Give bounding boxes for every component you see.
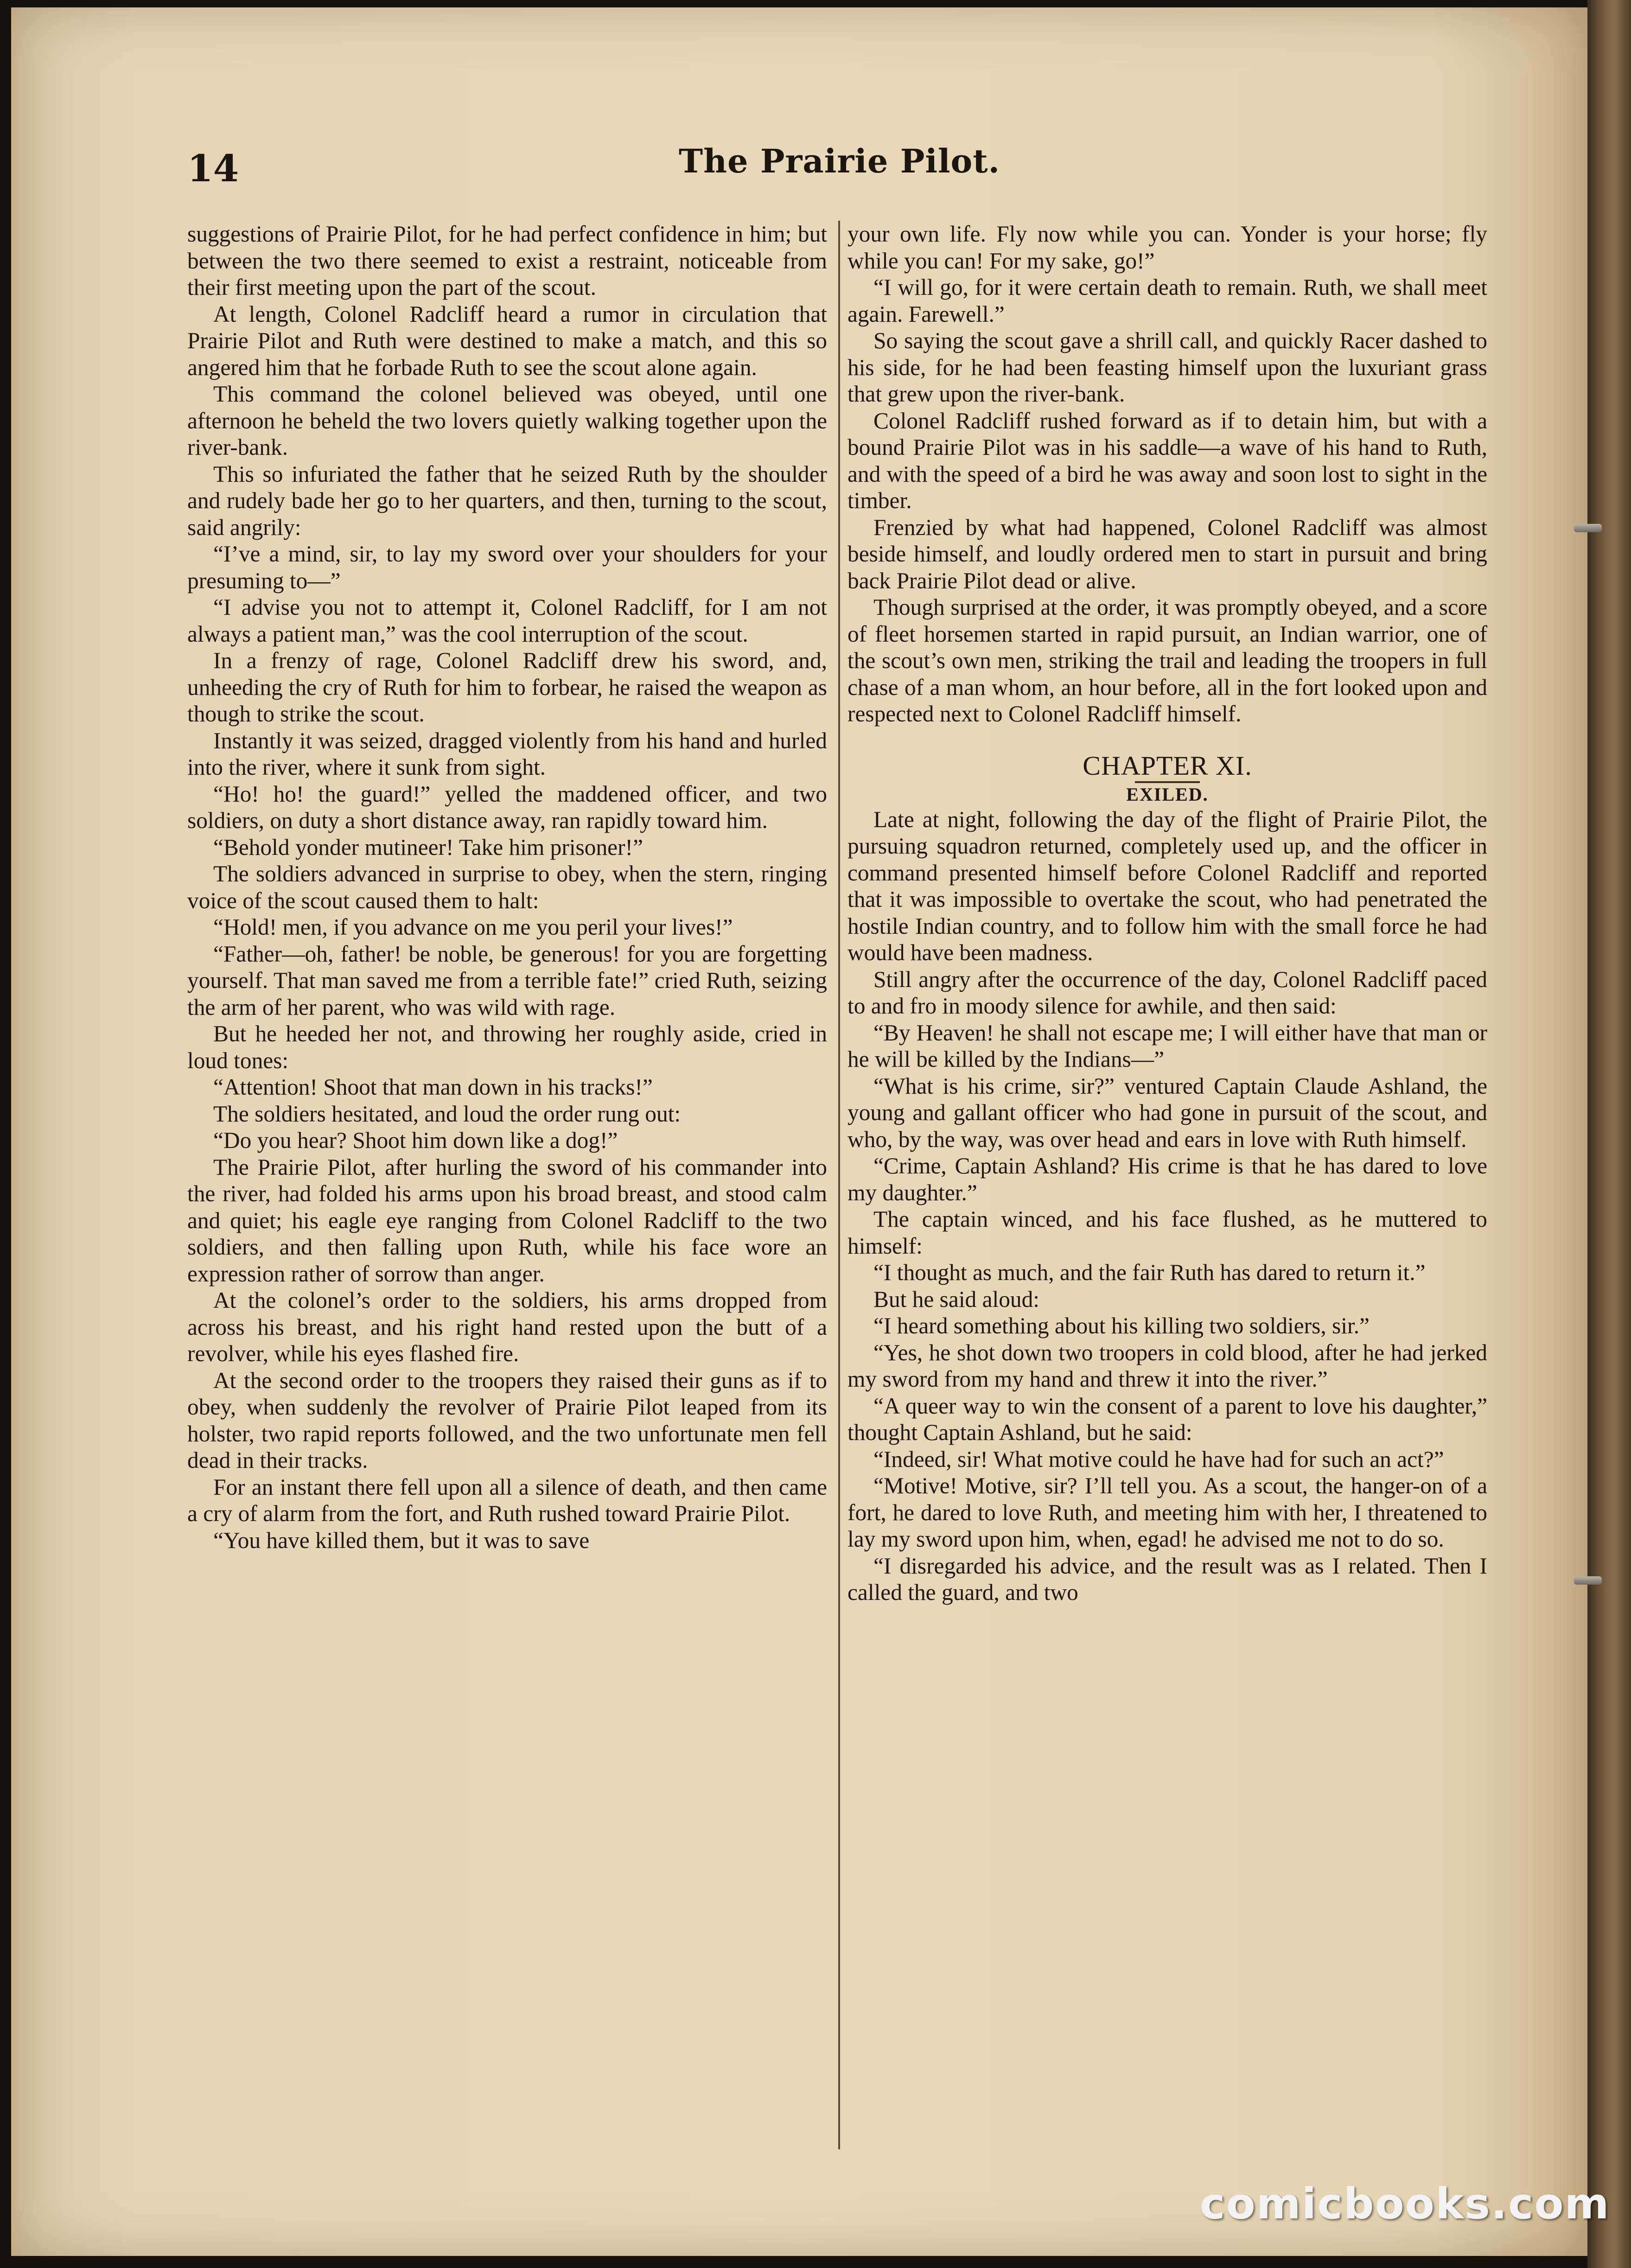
watermark: comicbooks.com	[1200, 2179, 1610, 2229]
paragraph: The soldiers hesitated, and loud the order rung out:	[213, 1101, 681, 1127]
paragraph: “Do you hear? Shoot him down like a dog!”	[213, 1128, 618, 1153]
paragraph: your own life. Fly now while you can. Yonder is your horse; fly while you can! For my sake, go!”	[847, 221, 1487, 274]
paragraph: “I heard something about his killing two soldiers, sir.”	[873, 1313, 1370, 1338]
paragraph: At the second order to the troopers they raised their guns as if to obey, when suddenly the revolver of Prairie Pilot leaped from its holster, two rapid reports followed, and the two unfortunate men fell dead in their tracks.	[187, 1367, 827, 1473]
right-column	[847, 221, 1487, 1606]
paragraph: This so infuriated the father that he seized Ruth by the shoulder and rudely bade her go to her quarters, and then, turning to the scout, said angrily:	[187, 461, 827, 540]
paragraph: In a frenzy of rage, Colonel Radcliff drew his sword, and, unheeding the cry of Ruth for him to forbear, he raised the weapon as though to strike the scout.	[187, 648, 827, 726]
paragraph: “Behold yonder mutineer! Take him prisoner!”	[213, 834, 643, 860]
paragraph: “I advise you not to attempt it, Colonel Radcliff, for I am not always a patient man,” was the cool interruption of the scout.	[187, 594, 827, 647]
paragraph: Still angry after the occurrence of the day, Colonel Radcliff paced to and fro in moody silence for awhile, and then said:	[847, 966, 1487, 1019]
paragraph: “I thought as much, and the fair Ruth has dared to return it.”	[873, 1260, 1426, 1285]
paragraph: “Ho! ho! the guard!” yelled the maddened officer, and two soldiers, on duty a short distance away, ran rapidly toward him.	[187, 781, 827, 833]
book-page	[11, 7, 1587, 2256]
paragraph: Frenzied by what had happened, Colonel Radcliff was almost beside himself, and loudly ordered men to start in pursuit and bring back Prairie Pilot dead or alive.	[847, 514, 1487, 593]
paragraph: Though surprised at the order, it was promptly obeyed, and a score of fleet horsemen started in rapid pursuit, an Indian warrior, one of the scout’s own men, striking the trail and leading the troopers in full chase of a man whom, an hour before, all in the fort looked upon and respected next to Colonel Radcliff himself.	[847, 594, 1487, 726]
paragraph: Colonel Radcliff rushed forward as if to detain him, but with a bound Prairie Pilot was in his saddle—a wave of his hand to Ruth, and with the speed of a bird he was away and soon lost to sight in the timber.	[847, 408, 1487, 513]
paragraph: “Attention! Shoot that man down in his tracks!”	[213, 1074, 653, 1100]
staple	[1574, 1576, 1602, 1585]
paragraph: This command the colonel believed was obeyed, until one afternoon he beheld the two lovers quietly walking together upon the river-bank.	[187, 381, 827, 460]
paragraph: For an instant there fell upon all a silence of death, and then came a cry of alarm from the fort, and Ruth rushed toward Prairie Pilot.	[187, 1474, 827, 1526]
binding-edge	[1587, 0, 1631, 2268]
paragraph: The soldiers advanced in surprise to obey, when the stern, ringing voice of the scout caused them to halt:	[187, 861, 827, 913]
page-number: 14	[187, 147, 239, 190]
chapter-heading: CHAPTER XI.	[1083, 750, 1252, 781]
paragraph: “Hold! men, if you advance on me you peril your lives!”	[213, 914, 733, 940]
left-column	[187, 221, 827, 1554]
paragraph: “Motive! Motive, sir? I’ll tell you. As a scout, the hanger-on of a fort, he dared to love Ruth, and meeting him with her, I threatened to lay my sword upon him, when, egad! he advised me not to do so.	[847, 1473, 1487, 1552]
paragraph: At length, Colonel Radcliff heard a rumor in circulation that Prairie Pilot and Ruth were destined to make a match, and this so angered him that he forbade Ruth to see the scout alone again.	[187, 301, 827, 380]
running-title: The Prairie Pilot.	[679, 142, 1000, 180]
paragraph: “I’ve a mind, sir, to lay my sword over your shoulders for your presuming to—”	[187, 541, 827, 593]
staple	[1574, 524, 1602, 532]
paragraph: “Crime, Captain Ashland? His crime is that he has dared to love my daughter.”	[847, 1153, 1487, 1205]
paragraph: “A queer way to win the consent of a parent to love his daughter,” thought Captain Ashland, but he said:	[847, 1393, 1487, 1445]
paragraph: “What is his crime, sir?” ventured Captain Claude Ashland, the young and gallant officer who had gone in pursuit of the scout, and who, by the way, was over head and ears in love with Ruth himself.	[847, 1073, 1487, 1152]
paragraph: At the colonel’s order to the soldiers, his arms dropped from across his breast, and his right hand rested upon the butt of a revolver, while his eyes flashed fire.	[187, 1287, 827, 1366]
column-divider	[838, 221, 840, 2149]
chapter-subtitle: EXILED.	[1126, 784, 1209, 805]
paragraph: “You have killed them, but it was to save	[213, 1527, 590, 1553]
paragraph: But he said aloud:	[873, 1286, 1040, 1312]
paragraph: “Indeed, sir! What motive could he have had for such an act?”	[873, 1446, 1444, 1472]
paragraph: “Yes, he shot down two troopers in cold blood, after he had jerked my sword from my hand and threw it into the river.”	[847, 1339, 1487, 1392]
paragraph: Instantly it was seized, dragged violently from his hand and hurled into the river, where it sunk from sight.	[187, 727, 827, 780]
paragraph: suggestions of Prairie Pilot, for he had perfect confidence in him; but between the two there seemed to exist a restraint, noticeable from their first meeting upon the part of the scout.	[187, 221, 827, 300]
paragraph: “By Heaven! he shall not escape me; I will either have that man or he will be killed by the Indians—”	[847, 1019, 1487, 1072]
paragraph: So saying the scout gave a shrill call, and quickly Racer dashed to his side, for he had been feasting himself upon the luxuriant grass that grew upon the river-bank.	[847, 328, 1487, 407]
paragraph: “I will go, for it were certain death to remain. Ruth, we shall meet again. Farewell.”	[847, 274, 1487, 327]
paragraph: The captain winced, and his face flushed, as he muttered to himself:	[847, 1206, 1487, 1259]
page-header	[178, 137, 1504, 193]
paragraph: “Father—oh, father! be noble, be generous! for you are forgetting yourself. That man saved me from a terrible fate!” cried Ruth, seizing the arm of her parent, who was wild with rage.	[187, 941, 827, 1020]
paragraph: The Prairie Pilot, after hurling the sword of his commander into the river, had folded his arms upon his broad breast, and stood calm and quiet; his eagle eye ranging from Colonel Radcliff to the two soldiers, and then falling upon Ruth, while his face wore an expression rather of sorrow than anger.	[187, 1154, 827, 1287]
paragraph: “I disregarded his advice, and the result was as I related. Then I called the guard, and two	[847, 1553, 1487, 1605]
paragraph: Late at night, following the day of the flight of Prairie Pilot, the pursuing squadron returned, completely used up, and the officer in command presented himself before Colonel Radcliff and reported that it was impossible to overtake the scout, who had penetrated the hostile Indian country, and to follow him with the small force he had would have been madness.	[847, 806, 1487, 965]
paragraph: But he heeded her not, and throwing her roughly aside, cried in loud tones:	[187, 1021, 827, 1073]
